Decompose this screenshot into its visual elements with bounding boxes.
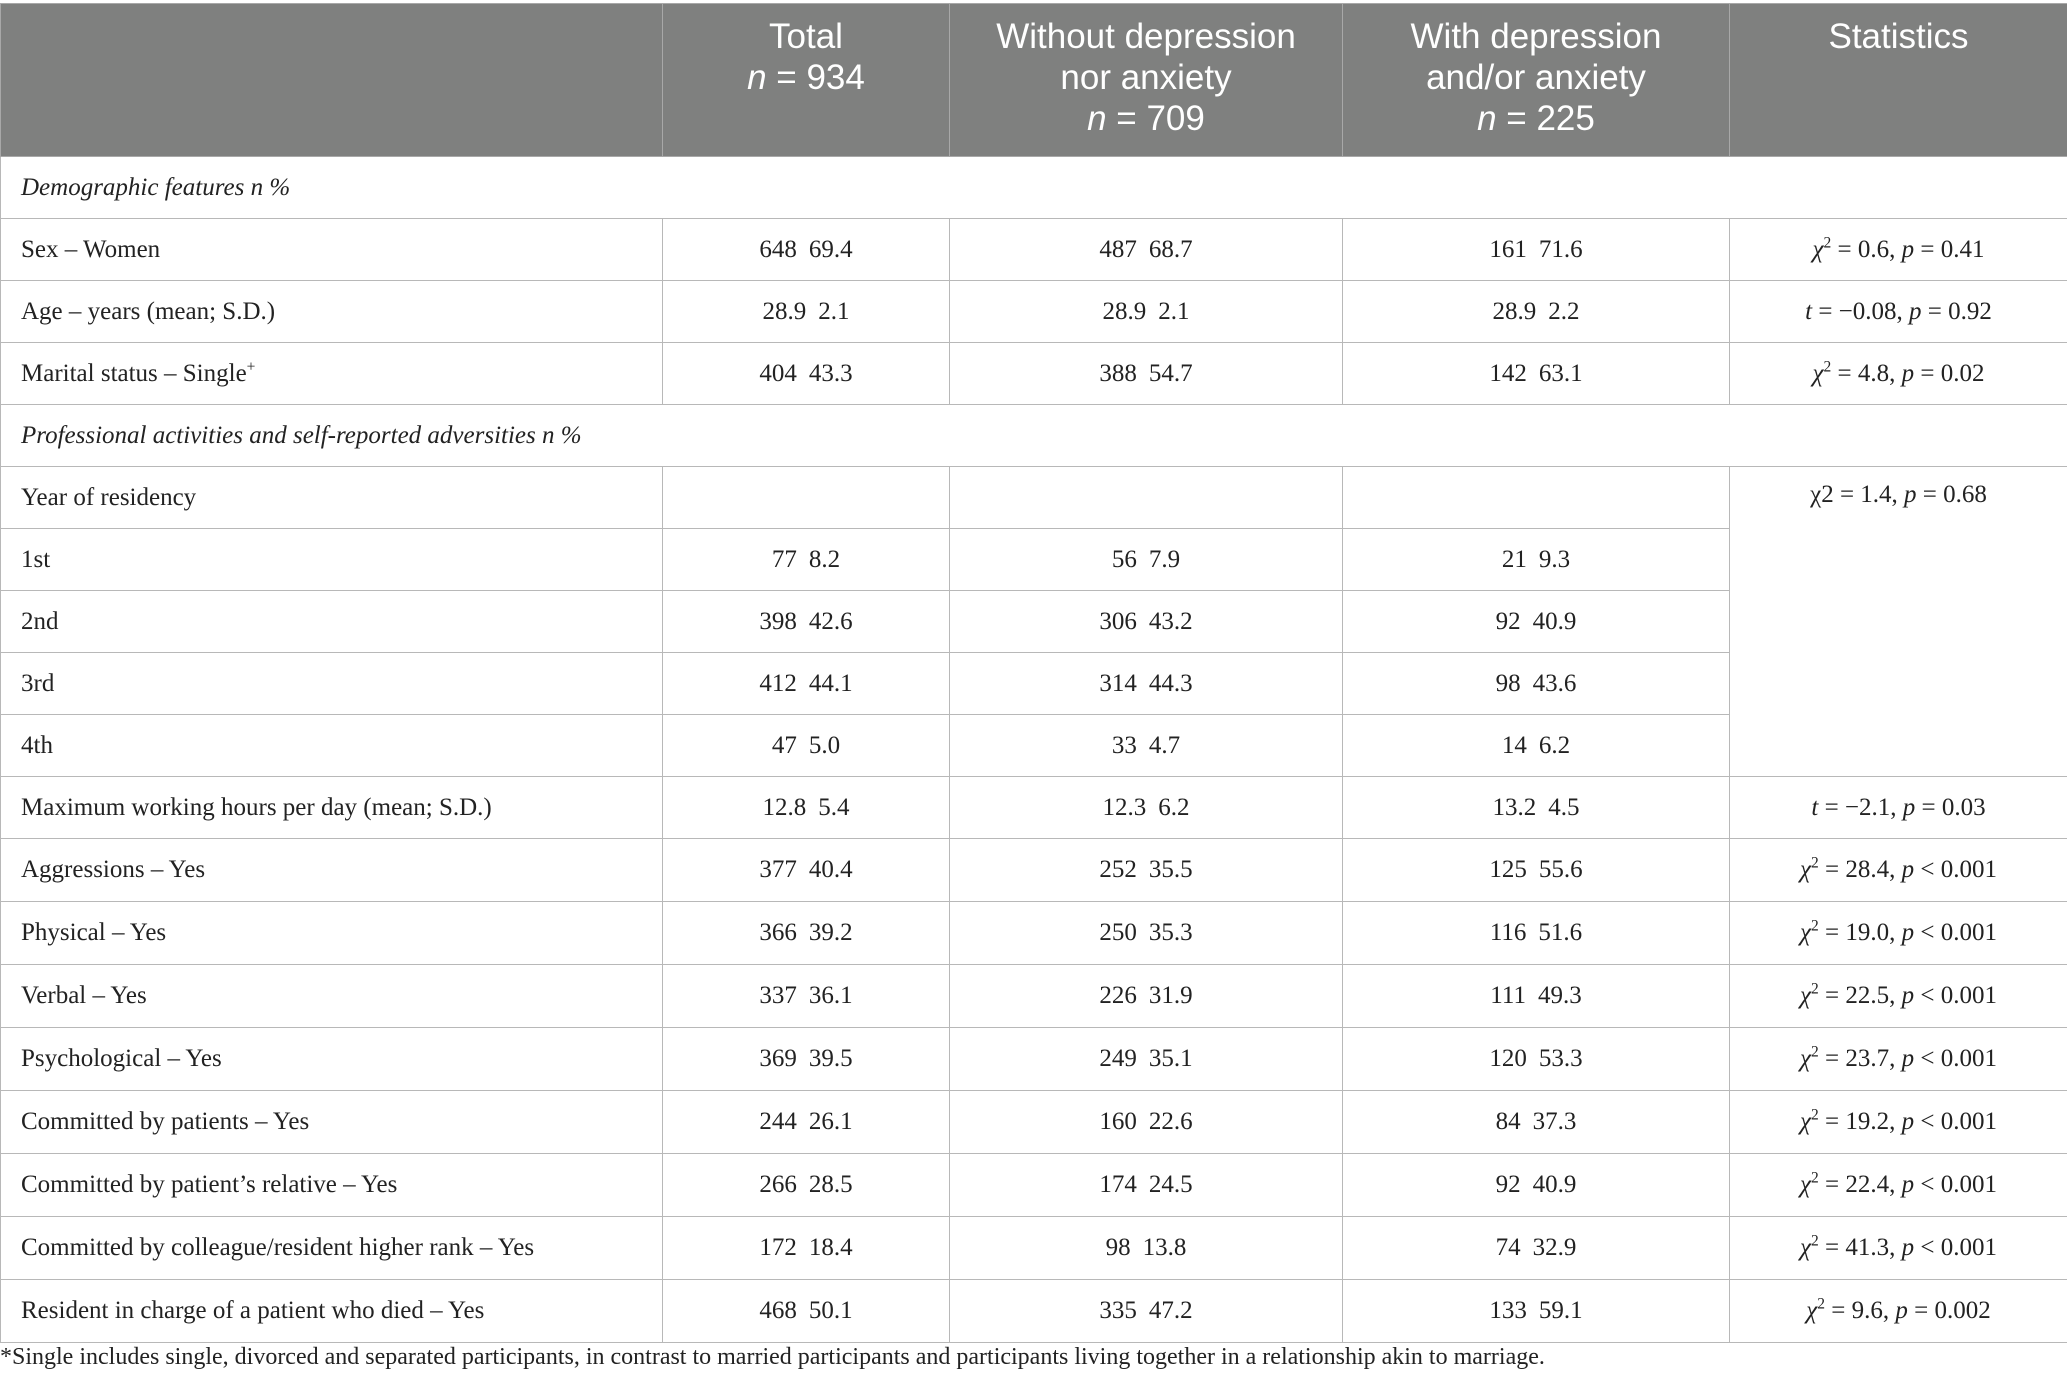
with-depression-cell [1343, 653, 1730, 715]
total-percent: 69.4 [808, 235, 853, 263]
stat-equals: = 19.2, [1818, 1108, 1902, 1135]
header-without-n-symbol: n [1087, 99, 1107, 138]
without-depression-cell [950, 715, 1343, 777]
table-row [1, 343, 2067, 405]
total-count: 404 [759, 359, 797, 387]
total-cell [663, 653, 950, 715]
without-depression-cell [950, 1280, 1343, 1343]
with-depression-percent: 63.1 [1538, 359, 1583, 387]
total-percent: 39.2 [808, 919, 853, 946]
statistic-cell [1730, 343, 2067, 405]
stat-symbol: χ [1806, 1297, 1818, 1324]
total-cell [663, 1280, 950, 1343]
row-label [1, 529, 663, 591]
row-label [1, 591, 663, 653]
section-demographic: Demographic features n % [1, 157, 2067, 219]
with-depression-percent: 4.5 [1548, 793, 1580, 821]
table-row [1, 902, 2067, 965]
total-percent: 39.5 [808, 1045, 853, 1072]
stat-text: χ2 = 1.4, [1810, 481, 1905, 508]
header-total [663, 4, 950, 157]
statistic-cell [1730, 965, 2067, 1028]
with-depression-percent: 40.9 [1532, 1171, 1577, 1198]
without-depression-percent: 44.3 [1148, 669, 1193, 697]
stat-superscript: 2 [1811, 854, 1819, 872]
stat-p-symbol: p [1901, 982, 1915, 1009]
without-depression-cell [950, 653, 1343, 715]
total-cell [663, 281, 950, 343]
total-count: 337 [759, 982, 797, 1009]
with-depression-count: 161 [1489, 235, 1527, 263]
header-total-n-value: = 934 [766, 58, 865, 97]
row-label-text: 2nd [21, 607, 59, 635]
table-row [1, 219, 2067, 281]
header-total-title: Total [769, 17, 843, 56]
total-count: 398 [759, 607, 797, 635]
without-depression-percent: 35.1 [1148, 1045, 1193, 1072]
without-depression-cell [950, 1028, 1343, 1091]
without-depression-count: 28.9 [1102, 297, 1147, 325]
stat-p-symbol: p [1901, 1234, 1915, 1261]
header-statistics: Statistics [1730, 4, 2067, 157]
with-depression-cell [1343, 1091, 1730, 1154]
row-label-superscript: + [246, 358, 256, 376]
stat-symbol: t [1805, 297, 1813, 325]
stat-p-symbol: p [1901, 919, 1915, 946]
total-cell [663, 591, 950, 653]
stat-p-symbol: p [1901, 1045, 1915, 1072]
without-depression-count: 98 [1105, 1234, 1131, 1261]
with-depression-count: 120 [1489, 1045, 1527, 1072]
without-depression-percent: 68.7 [1148, 235, 1193, 263]
stat-symbol: χ [1800, 856, 1812, 883]
total-percent: 44.1 [808, 669, 853, 697]
stat-p-symbol: p [1901, 856, 1915, 883]
total-count: 77 [771, 545, 797, 573]
without-depression-percent: 6.2 [1158, 793, 1190, 821]
total-count: 366 [759, 919, 797, 946]
stat-p-value: = 0.68 [1916, 481, 1987, 508]
with-depression-cell [1343, 343, 1730, 405]
stat-equals: = −2.1, [1818, 793, 1903, 821]
without-depression-count: 33 [1111, 731, 1137, 759]
stat-p-value: < 0.001 [1914, 982, 1997, 1009]
stat-p-symbol: p [1904, 481, 1917, 508]
statistic-cell [1730, 777, 2067, 839]
stat-p-value: = 0.41 [1914, 235, 1985, 263]
header-with [1343, 4, 1730, 157]
stat-equals: = 28.4, [1818, 856, 1902, 883]
row-label [1, 715, 663, 777]
statistic-cell [1730, 219, 2067, 281]
total-cell [663, 1091, 950, 1154]
table-row [1, 1091, 2067, 1154]
without-depression-count: 12.3 [1102, 793, 1147, 821]
row-label [1, 281, 663, 343]
with-depression-percent: 43.6 [1532, 669, 1577, 697]
total-count: 28.9 [762, 297, 807, 325]
row-label [1, 1028, 663, 1091]
data-table [0, 3, 2067, 1343]
table-row [1, 1154, 2067, 1217]
total-percent: 8.2 [808, 545, 841, 573]
stat-p-value: < 0.001 [1914, 856, 1997, 883]
total-cell [663, 777, 950, 839]
total-cell [663, 902, 950, 965]
stat-equals: = 41.3, [1818, 1234, 1902, 1261]
without-depression-percent: 35.5 [1148, 856, 1193, 883]
stat-p-value: = 0.002 [1907, 1297, 1991, 1324]
with-depression-count: 92 [1495, 1171, 1521, 1198]
without-depression-percent: 24.5 [1148, 1171, 1193, 1198]
stat-superscript: 2 [1811, 1043, 1819, 1061]
total-cell [663, 965, 950, 1028]
table-row [1, 467, 2067, 529]
with-depression-percent: 37.3 [1532, 1108, 1577, 1135]
row-label-text: Aggressions – Yes [21, 856, 206, 883]
total-percent: 5.4 [818, 793, 850, 821]
header-empty [1, 4, 663, 157]
without-depression-count: 160 [1099, 1108, 1137, 1135]
with-depression-percent: 40.9 [1532, 607, 1577, 635]
without-depression-count: 174 [1099, 1171, 1137, 1198]
total-cell [663, 1028, 950, 1091]
with-depression-count: 21 [1501, 545, 1527, 573]
header-without [950, 4, 1343, 157]
stat-superscript: 2 [1817, 1295, 1826, 1313]
total-percent: 28.5 [808, 1171, 853, 1198]
total-cell [663, 219, 950, 281]
row-label-text: Committed by colleague/resident higher rank – Yes [21, 1234, 535, 1261]
stat-equals: = 0.6, [1831, 235, 1902, 263]
total-percent: 42.6 [808, 607, 853, 635]
header-with-line2: and/or anxiety [1426, 58, 1646, 97]
row-label [1, 902, 663, 965]
total-count: 377 [759, 856, 797, 883]
with-depression-percent: 9.3 [1538, 545, 1571, 573]
with-depression-percent: 6.2 [1538, 731, 1571, 759]
section-professional: Professional activities and self-reported adversities n % [1, 405, 2067, 467]
stat-symbol: χ [1800, 1171, 1812, 1198]
total-cell [663, 839, 950, 902]
without-depression-percent: 43.2 [1148, 607, 1193, 635]
statistic-cell [1730, 281, 2067, 343]
statistic-cell [1730, 1217, 2067, 1280]
stat-symbol: χ [1800, 1045, 1812, 1072]
without-depression-count: 388 [1099, 359, 1137, 387]
row-label-text: Committed by patient’s relative – Yes [21, 1171, 398, 1198]
stat-symbol: χ [1800, 1108, 1812, 1135]
with-depression-cell [1343, 839, 1730, 902]
with-depression-cell [1343, 281, 1730, 343]
total-cell [663, 1154, 950, 1217]
header-with-line1: With depression [1410, 17, 1662, 56]
stat-symbol: χ [1812, 235, 1824, 263]
stat-p-value: = 0.92 [1921, 297, 1992, 325]
without-depression-percent: 54.7 [1148, 359, 1193, 387]
without-depression-cell [950, 281, 1343, 343]
stat-superscript: 2 [1811, 1232, 1819, 1250]
total-cell [663, 343, 950, 405]
row-label [1, 1280, 663, 1343]
total-count: 648 [759, 235, 797, 263]
stat-symbol: t [1811, 793, 1819, 821]
statistic-cell [1730, 1280, 2067, 1343]
with-depression-count: 74 [1495, 1234, 1521, 1261]
stat-p-symbol: p [1909, 297, 1922, 325]
with-depression-percent: 32.9 [1532, 1234, 1577, 1261]
stat-equals: = −0.08, [1812, 297, 1910, 325]
stat-equals: = 22.4, [1818, 1171, 1902, 1198]
total-percent: 5.0 [808, 731, 841, 759]
row-label [1, 839, 663, 902]
with-depression-percent: 51.6 [1538, 919, 1583, 946]
year-statistic [1730, 467, 2067, 777]
with-depression-cell [1343, 219, 1730, 281]
total-count: 47 [771, 731, 797, 759]
with-depression-cell [1343, 777, 1730, 839]
with-depression-cell [1343, 1154, 1730, 1217]
with-depression-cell [1343, 715, 1730, 777]
without-depression-cell [950, 529, 1343, 591]
with-depression-count: 84 [1495, 1108, 1521, 1135]
row-label [1, 965, 663, 1028]
without-depression-percent: 47.2 [1148, 1297, 1193, 1324]
stat-equals: = 4.8, [1831, 359, 1902, 387]
header-without-n-value: = 709 [1106, 99, 1205, 138]
with-depression-percent: 49.3 [1537, 982, 1582, 1009]
stat-p-value: < 0.001 [1914, 1045, 1997, 1072]
without-depression-percent: 7.9 [1148, 545, 1181, 573]
with-depression-cell [1343, 1217, 1730, 1280]
total-percent: 2.1 [818, 297, 850, 325]
row-label [1, 1217, 663, 1280]
section-row [1, 157, 2067, 219]
stat-p-symbol: p [1895, 1297, 1908, 1324]
empty-cell [950, 467, 1343, 529]
section-row [1, 405, 2067, 467]
total-percent: 26.1 [808, 1108, 853, 1135]
statistic-cell [1730, 1028, 2067, 1091]
row-label-text: 3rd [21, 669, 55, 697]
without-depression-count: 314 [1099, 669, 1137, 697]
stat-superscript: 2 [1823, 358, 1832, 376]
total-cell [663, 1217, 950, 1280]
header-total-n-symbol: n [747, 58, 767, 97]
row-label-text: 1st [21, 545, 51, 573]
total-cell [663, 529, 950, 591]
row-label [1, 653, 663, 715]
total-count: 12.8 [762, 793, 807, 821]
row-label-text: Sex – Women [21, 235, 161, 263]
with-depression-count: 116 [1489, 919, 1527, 946]
total-percent: 40.4 [808, 856, 853, 883]
with-depression-count: 14 [1501, 731, 1527, 759]
stat-superscript: 2 [1811, 917, 1819, 935]
without-depression-percent: 4.7 [1148, 731, 1181, 759]
row-label-text: Verbal – Yes [21, 982, 147, 1009]
stat-symbol: χ [1800, 982, 1812, 1009]
header-with-n-symbol: n [1477, 99, 1497, 138]
empty-cell [663, 467, 950, 529]
without-depression-percent: 13.8 [1142, 1234, 1187, 1261]
without-depression-percent: 2.1 [1158, 297, 1190, 325]
footnote: *Single includes single, divorced and separated participants, in contrast to married participants and participants living together in a relationship akin to marriage. [0, 1344, 1545, 1370]
total-percent: 18.4 [808, 1234, 853, 1261]
stat-symbol: χ [1800, 919, 1812, 946]
stat-symbol: χ [1812, 359, 1824, 387]
statistic-cell [1730, 902, 2067, 965]
with-depression-percent: 55.6 [1538, 856, 1583, 883]
without-depression-percent: 31.9 [1148, 982, 1193, 1009]
with-depression-cell [1343, 965, 1730, 1028]
total-count: 244 [759, 1108, 797, 1135]
without-depression-cell [950, 902, 1343, 965]
without-depression-cell [950, 777, 1343, 839]
total-count: 468 [759, 1297, 797, 1324]
total-cell [663, 715, 950, 777]
header-with-n-value: = 225 [1496, 99, 1595, 138]
without-depression-count: 56 [1111, 545, 1137, 573]
row-label-text: Resident in charge of a patient who died – Yes [21, 1297, 485, 1324]
row-label-text: Committed by patients – Yes [21, 1108, 310, 1135]
stat-equals: = 9.6, [1825, 1297, 1896, 1324]
stat-superscript: 2 [1811, 1169, 1819, 1187]
statistic-cell [1730, 1091, 2067, 1154]
row-label [1, 777, 663, 839]
table-row [1, 281, 2067, 343]
without-depression-count: 250 [1099, 919, 1137, 946]
with-depression-count: 111 [1490, 982, 1526, 1009]
without-depression-count: 249 [1099, 1045, 1137, 1072]
total-count: 172 [759, 1234, 797, 1261]
stat-p-value: = 0.02 [1914, 359, 1985, 387]
without-depression-cell [950, 591, 1343, 653]
row-label-text: Marital status – Single [21, 359, 247, 387]
with-depression-count: 133 [1489, 1297, 1527, 1324]
without-depression-count: 335 [1099, 1297, 1137, 1324]
without-depression-cell [950, 1154, 1343, 1217]
stat-p-value: < 0.001 [1914, 1108, 1997, 1135]
without-depression-cell [950, 343, 1343, 405]
row-label: Year of residency [1, 467, 663, 529]
without-depression-cell [950, 1217, 1343, 1280]
without-depression-percent: 35.3 [1148, 919, 1193, 946]
with-depression-percent: 71.6 [1538, 235, 1583, 263]
table-row [1, 839, 2067, 902]
with-depression-percent: 2.2 [1548, 297, 1580, 325]
without-depression-percent: 22.6 [1148, 1108, 1193, 1135]
header-row [1, 4, 2067, 157]
stat-equals: = 22.5, [1818, 982, 1902, 1009]
stat-superscript: 2 [1811, 1106, 1819, 1124]
table-row [1, 777, 2067, 839]
table-row [1, 1028, 2067, 1091]
stat-p-symbol: p [1901, 235, 1915, 263]
with-depression-count: 13.2 [1492, 793, 1537, 821]
table-row [1, 1217, 2067, 1280]
without-depression-cell [950, 219, 1343, 281]
with-depression-count: 142 [1489, 359, 1527, 387]
without-depression-count: 487 [1099, 235, 1137, 263]
with-depression-count: 98 [1495, 669, 1521, 697]
row-label [1, 343, 663, 405]
stat-p-symbol: p [1901, 1171, 1915, 1198]
row-label-text: Physical – Yes [21, 919, 167, 946]
total-percent: 36.1 [808, 982, 853, 1009]
without-depression-count: 252 [1099, 856, 1137, 883]
statistic-cell [1730, 839, 2067, 902]
row-label [1, 1154, 663, 1217]
with-depression-percent: 53.3 [1538, 1045, 1583, 1072]
with-depression-cell [1343, 902, 1730, 965]
total-percent: 50.1 [808, 1297, 853, 1324]
row-label [1, 219, 663, 281]
total-percent: 43.3 [808, 359, 853, 387]
total-count: 369 [759, 1045, 797, 1072]
without-depression-cell [950, 1091, 1343, 1154]
stat-superscript: 2 [1811, 980, 1819, 998]
row-label-text: Maximum working hours per day (mean; S.D.) [21, 793, 492, 821]
without-depression-cell [950, 965, 1343, 1028]
without-depression-count: 306 [1099, 607, 1137, 635]
with-depression-count: 28.9 [1492, 297, 1537, 325]
row-label [1, 1091, 663, 1154]
stat-p-value: < 0.001 [1914, 1234, 1997, 1261]
stat-p-value: < 0.001 [1914, 1171, 1997, 1198]
stat-p-value: < 0.001 [1914, 919, 1997, 946]
stat-equals: = 19.0, [1818, 919, 1902, 946]
with-depression-cell [1343, 1280, 1730, 1343]
with-depression-count: 92 [1495, 607, 1521, 635]
with-depression-cell [1343, 1028, 1730, 1091]
row-label-text: Psychological – Yes [21, 1045, 222, 1072]
stat-symbol: χ [1800, 1234, 1812, 1261]
total-count: 412 [759, 669, 797, 697]
without-depression-cell [950, 839, 1343, 902]
stat-p-symbol: p [1901, 1108, 1915, 1135]
stat-superscript: 2 [1823, 234, 1832, 252]
with-depression-count: 125 [1489, 856, 1527, 883]
table-row [1, 1280, 2067, 1343]
empty-cell [1343, 467, 1730, 529]
stat-p-symbol: p [1902, 793, 1916, 821]
header-without-line1: Without depression [996, 17, 1296, 56]
table-row [1, 965, 2067, 1028]
without-depression-count: 226 [1099, 982, 1137, 1009]
stat-p-value: = 0.03 [1915, 793, 1986, 821]
row-label-text: 4th [21, 731, 53, 759]
with-depression-percent: 59.1 [1538, 1297, 1583, 1324]
stat-p-symbol: p [1901, 359, 1915, 387]
stat-equals: = 23.7, [1818, 1045, 1902, 1072]
header-without-line2: nor anxiety [1060, 58, 1232, 97]
with-depression-cell [1343, 591, 1730, 653]
with-depression-cell [1343, 529, 1730, 591]
total-count: 266 [759, 1171, 797, 1198]
statistic-cell [1730, 1154, 2067, 1217]
row-label-text: Age – years (mean; S.D.) [21, 297, 276, 325]
